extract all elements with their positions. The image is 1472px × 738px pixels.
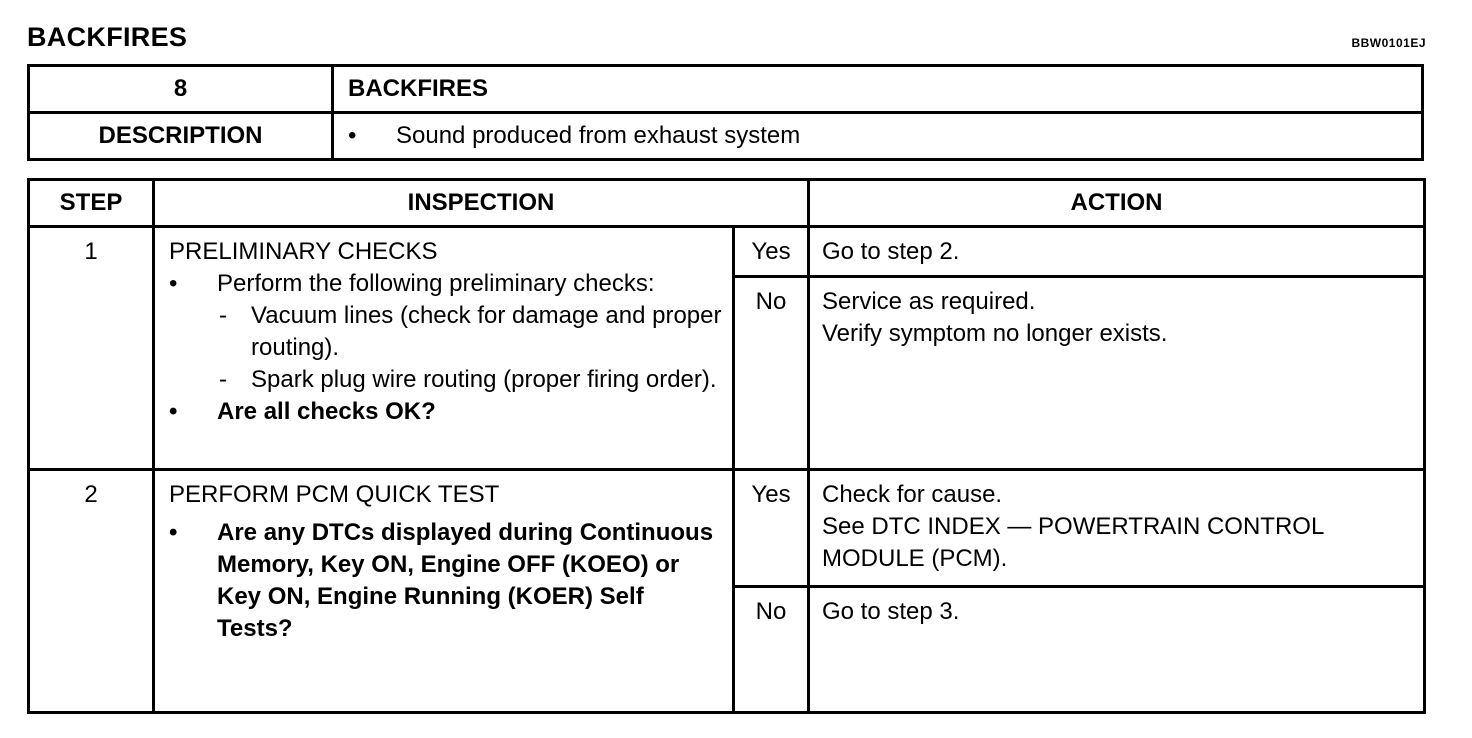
inspection-cell [154, 227, 734, 470]
step-number: 2 [29, 470, 154, 713]
yes-action-cell [809, 470, 1425, 587]
symptom-number: 8 [29, 66, 333, 113]
yes-label: Yes [734, 227, 809, 277]
yes-action-line: See DTC INDEX — POWERTRAIN CONTROL MODULE (PCM). [822, 513, 1324, 572]
inspection-subitem: - Spark plug wire routing (proper firing order). [169, 364, 722, 396]
description-label: DESCRIPTION [29, 113, 333, 160]
table-row [29, 470, 1425, 587]
yes-label: Yes [734, 470, 809, 587]
document-code: BBW0101EJ [1351, 36, 1426, 50]
no-label: No [734, 277, 809, 470]
step-number: 1 [29, 227, 154, 470]
description-text: Sound produced from exhaust system [396, 122, 801, 149]
page-title: BACKFIRES [27, 22, 188, 52]
symptom-header-table [27, 64, 1424, 161]
description-cell [333, 113, 1423, 160]
yes-action: Go to step 2. [809, 227, 1425, 277]
inspection-question: • Are any DTCs displayed during Continuous Memory, Key ON, Engine OFF (KOEO) or Key ON, Engine Running (KOER) Self Tests? [169, 517, 722, 645]
diagnostic-steps-table [27, 178, 1426, 714]
inspection-bullet: • Perform the following preliminary checks: [169, 268, 722, 300]
inspection-subitem: - Vacuum lines (check for damage and proper routing). [169, 300, 722, 364]
column-header-inspection: INSPECTION [154, 180, 809, 227]
table-row [29, 227, 1425, 277]
no-action-line: Service as required. [822, 288, 1036, 316]
inspection-heading: PERFORM PCM QUICK TEST [169, 481, 500, 508]
no-action: Go to step 3. [809, 587, 1425, 713]
column-header-action: ACTION [809, 180, 1425, 227]
yes-action-line: Check for cause. [822, 481, 1003, 508]
inspection-cell [154, 470, 734, 713]
inspection-question: • Are all checks OK? [169, 396, 722, 428]
bullet-icon: • [348, 122, 357, 149]
no-action-cell [809, 277, 1425, 470]
no-label: No [734, 587, 809, 713]
symptom-title: BACKFIRES [333, 66, 1423, 113]
column-header-step: STEP [29, 180, 154, 227]
table-header-row [29, 180, 1425, 227]
inspection-heading: PRELIMINARY CHECKS [169, 238, 438, 265]
no-action-line: Verify symptom no longer exists. [822, 320, 1168, 348]
